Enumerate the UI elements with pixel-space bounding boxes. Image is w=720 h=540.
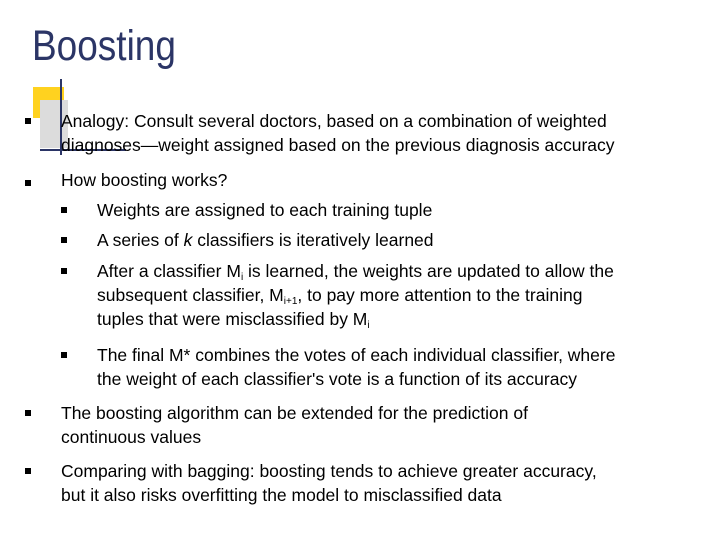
bullet-line: The boosting algorithm can be extended for the prediction of [61, 403, 528, 423]
subscript: i+1 [283, 296, 298, 307]
text-run: After a classifier M [97, 261, 241, 281]
bullet-comparing-bagging [61, 459, 597, 507]
bullet-line: but it also risks overfitting the model to misclassified data [61, 485, 502, 505]
subscript: i [367, 320, 370, 331]
bullet-marker [25, 468, 31, 474]
bullet-line [97, 307, 614, 331]
bullet-line: continuous values [61, 427, 202, 447]
sub-bullet-after-classifier [97, 259, 614, 331]
sub-bullet-marker [61, 237, 67, 243]
sub-bullet-weights [97, 198, 432, 222]
text-run: tuples that were misclassified by M [97, 309, 368, 329]
sub-bullet-marker [61, 352, 67, 358]
text-run: is learned, the weights are updated to allow the [243, 261, 614, 281]
bullet-line [97, 259, 614, 283]
bullet-line: How boosting works? [61, 170, 228, 190]
bullet-line [97, 228, 434, 252]
bullet-marker [25, 180, 31, 186]
sub-bullet-marker [61, 207, 67, 213]
bullet-marker [25, 118, 31, 124]
sub-bullet-final-m [97, 343, 615, 391]
bullet-line: diagnoses—weight assigned based on the previous diagnosis accuracy [61, 135, 615, 155]
bullet-line: The final M* combines the votes of each individual classifier, where [97, 345, 616, 365]
italic-k: k [183, 230, 193, 250]
text-run: , to pay more attention to the training [297, 285, 583, 305]
sub-bullet-marker [61, 268, 67, 274]
sub-bullet-series [97, 228, 434, 252]
bullet-how-boosting-works [61, 168, 227, 192]
bullet-marker [25, 410, 31, 416]
text-run: classifiers is iteratively learned [192, 230, 434, 250]
bullet-line [97, 283, 614, 307]
bullet-line: Weights are assigned to each training tuple [97, 200, 433, 220]
bullet-line: Analogy: Consult several doctors, based on a combination of weighted [61, 111, 607, 131]
bullet-line: Comparing with bagging: boosting tends to achieve greater accuracy, [61, 461, 597, 481]
text-run: subsequent classifier, M [97, 285, 284, 305]
bullet-analogy [61, 109, 615, 157]
slide-title: Boosting [32, 22, 176, 70]
bullet-line: the weight of each classifier's vote is a function of its accuracy [97, 369, 577, 389]
text-run: A series of [97, 230, 184, 250]
subscript: i [240, 272, 244, 283]
bullet-boosting-algorithm [61, 401, 528, 449]
